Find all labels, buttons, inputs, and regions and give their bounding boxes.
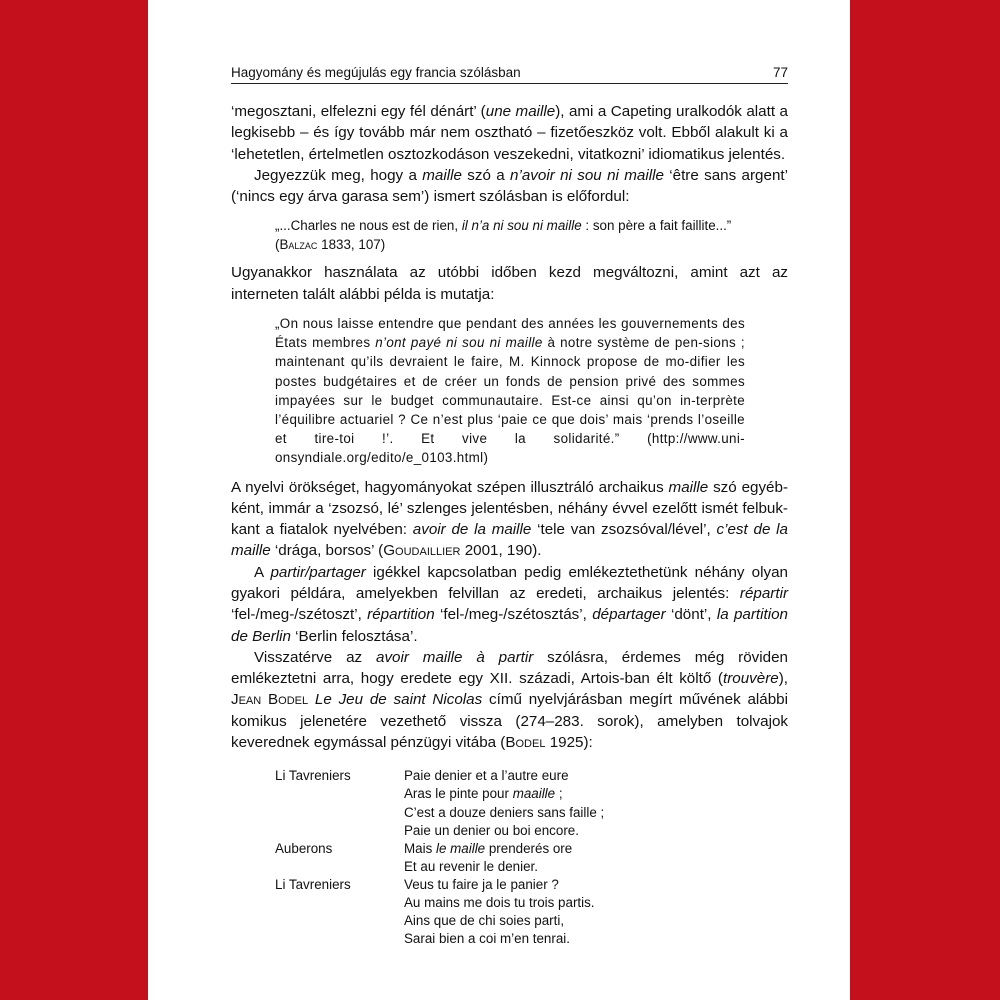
verse-speaker bbox=[275, 785, 404, 803]
verse-speaker: Li Tavreniers bbox=[275, 768, 351, 784]
verse-row bbox=[275, 804, 788, 822]
verse-speaker bbox=[275, 858, 404, 876]
verse-row bbox=[275, 912, 788, 930]
verse-line: Paie denier et a l’autre eure bbox=[404, 768, 569, 784]
verse-line: Aras le pinte pour maaille ; bbox=[404, 786, 563, 802]
running-header bbox=[231, 65, 788, 84]
paragraph-3: Ugyanakkor használata az utóbbi időben kezd megváltozni, amint azt az interneten talált alábbi példa is mutatja: bbox=[231, 264, 788, 303]
verse-line: Mais le maille prenderés ore bbox=[404, 840, 573, 856]
paragraph-2: Jegyezzük meg, hogy a maille szó a n’avoir ni sou ni maille ‘être sans argent’ (‘nincs egy árva garasa sem’) ismert szólásban is előfordul: bbox=[231, 166, 788, 206]
verse-line: Ains que de chi soies parti, bbox=[404, 913, 565, 929]
verse-line: C’est a douze deniers sans faille ; bbox=[404, 804, 605, 820]
paragraph-6: Visszatérve az avoir maille à partir szólásra, érdemes még röviden emlékeztetni arra, hogy eredete egy XII. századi, Artois-ban élt költő (trouvère), Jean Bodel Le Jeu de saint Nicolas című nyelvjárásban megírt művének alábbi komikus jelenetére vezethető vissza (274–283. sorok), amelyben tolvajok keverednek egymással pénzügyi vitába (Bodel 1925): bbox=[231, 648, 788, 752]
paragraph-1: ‘megosztani, elfelezni egy fél dénárt’ (une maille), ami a Capeting uralkodók alatt a legkisebb – és így tovább már nem osztható – fizetőeszköz volt. Ebből alakult ki a ‘lehetetlen, értelmetlen osztozkodáson veszekedni, vitatkozni’ idiomatikus jelentés. bbox=[231, 103, 788, 163]
citation-author: Balzac bbox=[279, 236, 318, 252]
verse-line: Au mains me dois tu trois partis. bbox=[404, 895, 595, 911]
verse-speaker bbox=[275, 804, 404, 822]
verse-speaker: Auberons bbox=[275, 840, 333, 856]
verse-row bbox=[275, 876, 788, 894]
verse-row bbox=[275, 930, 788, 948]
header-title: Hagyomány és megújulás egy francia szólásban bbox=[231, 65, 521, 80]
verse-line: Veus tu faire ja le panier ? bbox=[404, 876, 559, 892]
paragraph-5: A partir/partager igékkel kapcsolatban pedig emlékeztethetünk néhány olyan gyakori példára, amelyekben felvillan az eredeti, archaikus jelentés: répartir ‘fel-/meg-/szétoszt’, répartition ‘fel-/meg-/szétosztás’, départager ‘dönt’, la partition de Berlin ‘Berlin felosztása’. bbox=[231, 563, 788, 645]
verse-row bbox=[275, 858, 788, 876]
body-text bbox=[231, 101, 788, 948]
verse-speaker bbox=[275, 930, 404, 948]
verse-row bbox=[275, 894, 788, 912]
paragraph-4: A nyelvi örökséget, hagyományokat szépen illusztráló archaikus maille szó egyéb-ként, immár a ‘zsozsó, lé’ szlenges jelentésben, néhány évvel ezelőtt ismét felbuk-kant a fiatalok nyelvében: avoir de la maille ‘tele van zsozsóval/lével’, c’est de la maille ‘drága, borsos’ (Goudaillier 2001, 190). bbox=[231, 478, 789, 560]
verse-speaker bbox=[275, 894, 404, 912]
verse-row bbox=[275, 767, 788, 785]
block-quote-balzac: „...Charles ne nous est de rien, il n’a ni sou ni maille : son père a fait faillite...” (Balzac 1833, 107) bbox=[275, 218, 732, 252]
block-quote-internet: „On nous laisse entendre que pendant des années les gouvernements des États membres n’ont payé ni sou ni maille à notre système de pen-sions ; maintenant qu’ils devraient le faire, M. Kinnock propose de mo-difier les postes budgétaires et de créer un fonds de pension privé des sommes impayées sur le budget communautaire. Est-ce ainsi qu’on in-terprète l’équilibre actuariel ? Ce n’est plus ‘paie ce que dois’ mais ‘prends l’oseille et tire-toi !’. Et vive la solidarité.” (http://www.uni-onsyndiale.org/edito/e_0103.html) bbox=[275, 315, 745, 466]
verse-row bbox=[275, 785, 788, 803]
verse-line: Et au revenir le denier. bbox=[404, 858, 538, 874]
verse-row bbox=[275, 840, 788, 858]
verse-speaker bbox=[275, 912, 404, 930]
verse-line: Paie un denier ou boi encore. bbox=[404, 822, 579, 838]
verse-line: Sarai bien a coi m’en tenrai. bbox=[404, 931, 570, 947]
verse-row bbox=[275, 822, 788, 840]
verse-speaker bbox=[275, 822, 404, 840]
verse-speaker: Li Tavreniers bbox=[275, 876, 351, 892]
verse-block bbox=[275, 767, 788, 948]
book-page bbox=[148, 0, 850, 1000]
page-number: 77 bbox=[772, 65, 788, 80]
